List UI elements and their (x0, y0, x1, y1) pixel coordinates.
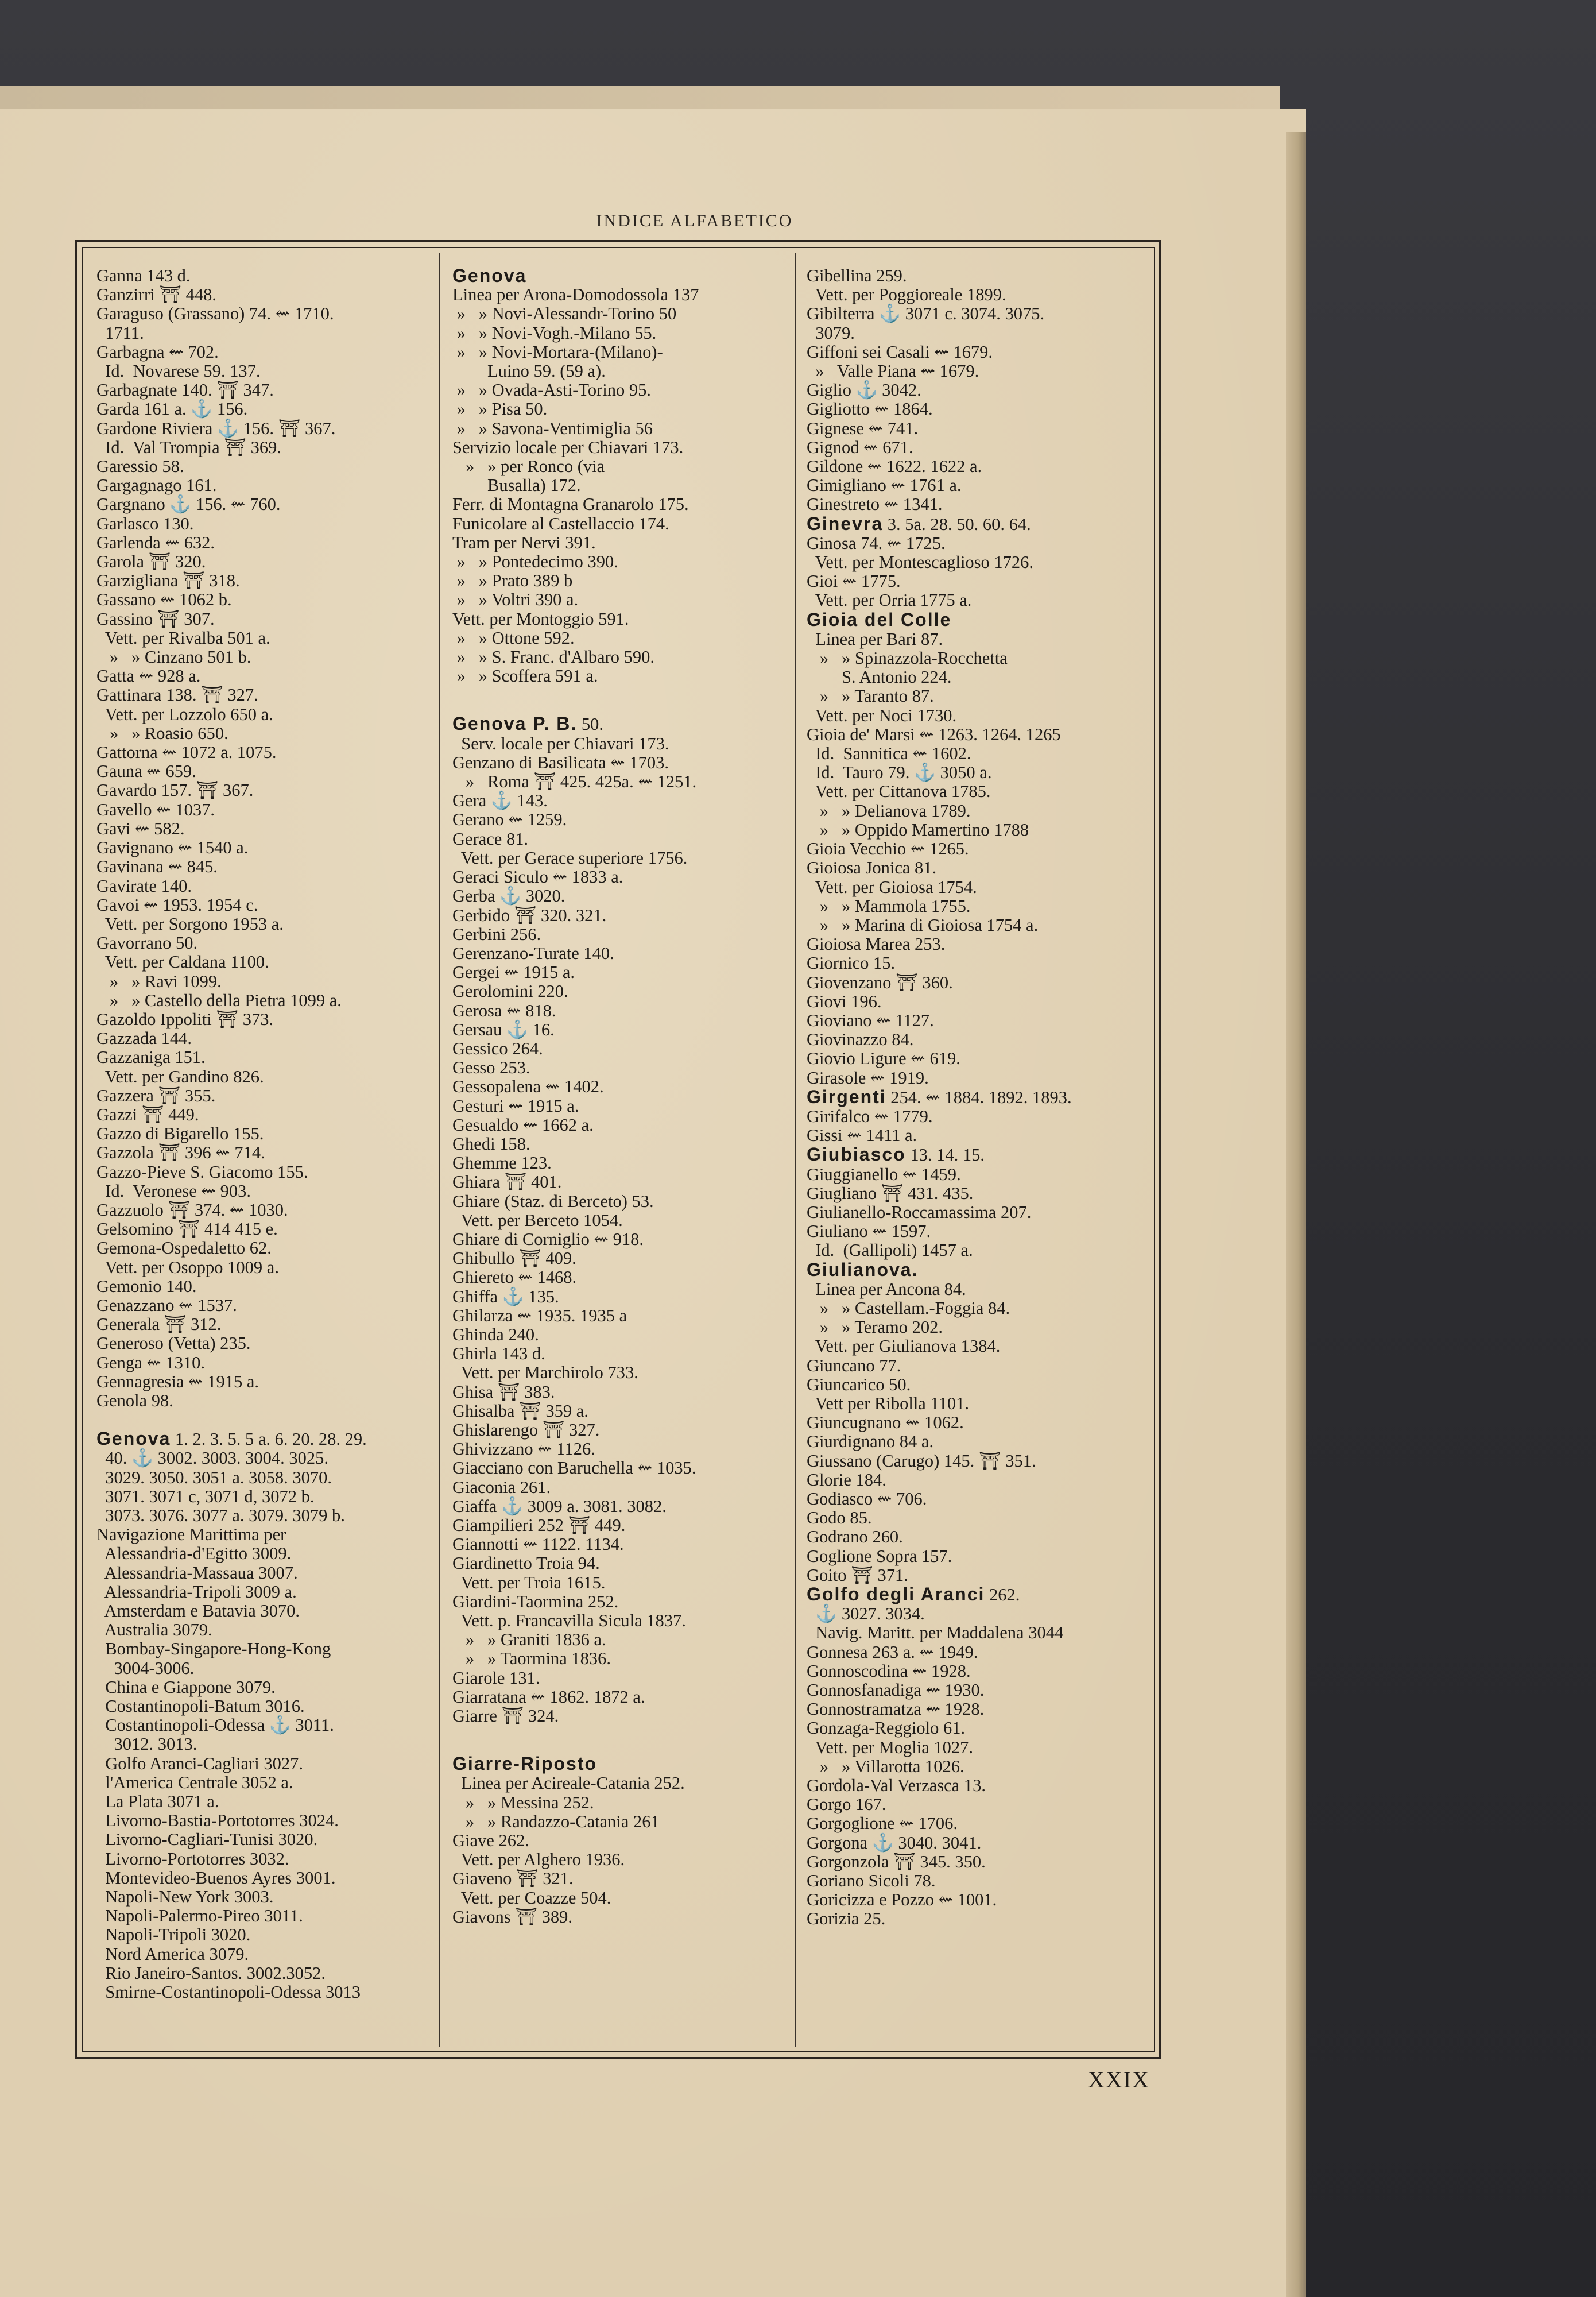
index-entry: Gorgona ⚓ 3040. 3041. (807, 1832, 982, 1853)
index-entry: Ghiare (Staz. di Berceto) 53. (452, 1191, 654, 1211)
index-entry: Vett. per Gerace superiore 1756. (452, 848, 688, 868)
index-heading: Giulianova. (807, 1259, 919, 1280)
index-entry: Servizio locale per Chiavari 173. (452, 437, 684, 457)
index-entry: Vett. per Moglia 1027. (807, 1737, 974, 1757)
index-entry: Gavinana ⇜ 845. (96, 857, 218, 877)
index-entry: Giardini-Taormina 252. (452, 1591, 619, 1611)
index-entry: Gazzada 144. (96, 1028, 192, 1049)
index-heading: Girgenti (807, 1086, 886, 1107)
index-entry: Gessopalena ⇜ 1402. (452, 1077, 604, 1097)
index-entry: Genova 1. 2. 3. 5. 5 a. 6. 20. 28. 29. (96, 1428, 367, 1449)
index-entry: Ginosa 74. ⇜ 1725. (807, 533, 946, 553)
index-entry: Giacciano con Baruchella ⇜ 1035. (452, 1458, 696, 1478)
index-entry: » » Marina di Gioiosa 1754 a. (807, 915, 1039, 935)
index-entry: Ginestreto ⇜ 1341. (807, 494, 943, 515)
index-entry: Gesualdo ⇜ 1662 a. (452, 1115, 594, 1135)
index-entry: Gemona-Ospedaletto 62. (96, 1238, 272, 1258)
index-entry: La Plata 3071 a. (96, 1792, 219, 1812)
index-entry: Giarratana ⇜ 1862. 1872 a. (452, 1687, 645, 1707)
index-entry: Ghibullo ⛩ 409. (452, 1248, 576, 1269)
index-entry: Gordola-Val Verzasca 13. (807, 1776, 986, 1796)
index-entry: Vett. per Coazze 504. (452, 1888, 611, 1908)
index-heading: Giubiasco (807, 1144, 906, 1165)
index-entry: Gioia de' Marsi ⇜ 1263. 1264. 1265 (807, 724, 1061, 744)
index-entry: » » Messina 252. (452, 1792, 594, 1812)
page-edge (1286, 132, 1306, 2297)
index-entry: Gignod ⇜ 671. (807, 437, 913, 457)
index-entry: Gazzola ⛩ 396 ⇜ 714. (96, 1143, 265, 1163)
index-entry: Giannotti ⇜ 1122. 1134. (452, 1534, 624, 1554)
index-entry: Giovenzano ⛩ 360. (807, 972, 953, 992)
index-entry: Ganna 143 d. (96, 266, 191, 285)
index-entry: Montevideo-Buenos Ayres 3001. (96, 1867, 336, 1888)
index-entry: Ghirla 143 d. (452, 1344, 545, 1364)
index-entry: Vett. per Marchirolo 733. (452, 1363, 638, 1383)
index-entry: Vett. per Caldana 1100. (96, 952, 269, 972)
index-entry: Gatta ⇜ 928 a. (96, 666, 201, 686)
heading-genova: Genova (452, 265, 527, 286)
index-entry: Vett. per Noci 1730. (807, 705, 957, 725)
index-entry: Nord America 3079. (96, 1944, 249, 1964)
index-entry: Napoli-New York 3003. (96, 1887, 274, 1907)
index-entry: Ghinda 240. (452, 1324, 539, 1344)
index-entry: » » Voltri 390 a. (452, 590, 579, 610)
index-entry: Napoli-Tripoli 3020. (96, 1925, 251, 1945)
index-entry: Garda 161 a. ⚓ 156. (96, 399, 248, 419)
index-entry: Goglione Sopra 157. (807, 1546, 952, 1566)
index-entry: Ghisalba ⛩ 359 a. (452, 1401, 588, 1421)
index-entry: Giurdignano 84 a. (807, 1432, 934, 1452)
index-entry: Gassino ⛩ 307. (96, 609, 215, 629)
index-entry: Godiasco ⇜ 706. (807, 1489, 927, 1509)
index-entry: Gattorna ⇜ 1072 a. 1075. (96, 743, 277, 763)
index-entry: » » Novi-Mortara-(Milano)- (452, 342, 663, 362)
index-heading: Giarre-Riposto (452, 1753, 598, 1774)
index-entry: Gonnoscodina ⇜ 1928. (807, 1661, 971, 1681)
index-entry: Napoli-Palermo-Pireo 3011. (96, 1906, 303, 1926)
index-entry: Gioiosa Marea 253. (807, 934, 946, 954)
index-entry: Gibilterra ⚓ 3071 c. 3074. 3075. (807, 304, 1045, 324)
index-entry: » » Ottone 592. (452, 628, 575, 648)
index-entry: Genga ⇜ 1310. (96, 1352, 206, 1372)
index-column-2 (452, 266, 797, 1927)
index-entry: Garaguso (Grassano) 74. ⇜ 1710. (96, 304, 334, 324)
index-entry: » » Teramo 202. (807, 1317, 943, 1337)
index-entry: Id. Val Trompia ⛩ 369. (96, 437, 282, 457)
index-entry: Gargnano ⚓ 156. ⇜ 760. (96, 494, 281, 515)
index-entry: Giardinetto Troia 94. (452, 1553, 600, 1573)
index-entry: » Valle Piana ⇜ 1679. (807, 361, 979, 381)
index-entry: Geraci Siculo ⇜ 1833 a. (452, 867, 623, 887)
index-entry: » » Novi-Vogh.-Milano 55. (452, 323, 657, 343)
index-entry: Gazzaniga 151. (96, 1047, 206, 1068)
index-entry: Gioiosa Jonica 81. (807, 858, 937, 878)
index-entry: Smirne-Costantinopoli-Odessa 3013 (96, 1982, 361, 2002)
index-entry: Gavardo 157. ⛩ 367. (96, 780, 254, 801)
index-entry (807, 610, 1145, 630)
index-entry: Goito ⛩ 371. (807, 1565, 908, 1585)
index-entry: Giubiasco 13. 14. 15. (807, 1144, 985, 1165)
index-entry: Gonzaga-Reggiolo 61. (807, 1718, 966, 1738)
index-entry: Gassano ⇜ 1062 b. (96, 590, 232, 610)
index-entry: Girifalco ⇜ 1779. (807, 1106, 933, 1126)
index-entry: Gauna ⇜ 659. (96, 761, 196, 782)
index-entry: Giffoni sei Casali ⇜ 1679. (807, 342, 993, 362)
index-entry: Garlenda ⇜ 632. (96, 532, 215, 552)
entry-list-genova-pb (452, 714, 797, 1726)
index-entry: Gera ⚓ 143. (452, 791, 548, 811)
index-entry: » » Pisa 50. (452, 399, 548, 419)
index-entry: Giovinazzo 84. (807, 1030, 914, 1050)
index-entry: » » Prato 389 b (452, 571, 573, 591)
index-entry: Gigliotto ⇜ 1864. (807, 399, 933, 419)
index-entry: » » Roasio 650. (96, 723, 228, 743)
index-entry: Serv. locale per Chiavari 173. (452, 733, 669, 753)
index-entry: Linea per Bari 87. (807, 629, 943, 649)
index-entry: Giaconia 261. (452, 1477, 551, 1497)
index-entry: Garlasco 130. (96, 513, 194, 533)
index-entry: Giussano (Carugo) 145. ⛩ 351. (807, 1451, 1036, 1471)
index-entry: » » Scoffera 591 a. (452, 666, 598, 686)
index-entry: » » Graniti 1836 a. (452, 1630, 606, 1650)
index-entry: Giornico 15. (807, 953, 896, 973)
index-entry: Gersau ⚓ 16. (452, 1019, 555, 1039)
index-entry: Alessandria-d'Egitto 3009. (96, 1544, 292, 1564)
index-entry: Vett. per Osoppo 1009 a. (96, 1257, 279, 1277)
index-entry: Vett per Ribolla 1101. (807, 1393, 969, 1413)
column-divider-1 (439, 253, 440, 2047)
index-entry: Goriano Sicoli 78. (807, 1871, 936, 1891)
index-heading: Genova P. B. (452, 713, 578, 734)
index-entry: Id. Tauro 79. ⚓ 3050 a. (807, 763, 992, 783)
index-entry: Generala ⛩ 312. (96, 1314, 222, 1335)
index-entry: Giampilieri 252 ⛩ 449. (452, 1515, 626, 1535)
index-entry: Genola 98. (96, 1390, 173, 1410)
index-entry: Tram per Nervi 391. (452, 532, 596, 552)
index-entry: Genzano di Basilicata ⇜ 1703. (452, 752, 669, 772)
index-entry: Rio Janeiro-Santos. 3002.3052. (96, 1963, 326, 1983)
index-entry: Ghilarza ⇜ 1935. 1935 a (452, 1305, 627, 1325)
entry-list-genova-lines (452, 285, 797, 686)
index-entry: Goricizza e Pozzo ⇜ 1001. (807, 1890, 997, 1910)
index-entry: Gerace 81. (452, 829, 529, 849)
index-entry: Alessandria-Tripoli 3009 a. (96, 1581, 297, 1602)
index-entry: Giave 262. (452, 1831, 529, 1851)
index-entry: Ghislarengo ⛩ 327. (452, 1420, 600, 1440)
index-entry: Gavirate 140. (96, 876, 192, 896)
index-heading: Ginevra (807, 513, 884, 534)
index-entry: Giglio ⚓ 3042. (807, 380, 921, 400)
index-entry: Vett. per Troia 1615. (452, 1572, 606, 1592)
page-number: XXIX (1088, 2067, 1150, 2093)
index-entry: Gioviano ⇜ 1127. (807, 1010, 934, 1030)
index-entry: Vett. per Montoggio 591. (452, 609, 629, 629)
index-entry: Giovi 196. (807, 991, 882, 1011)
index-entry: » » Spinazzola-Rocchetta (807, 648, 1008, 668)
index-entry: Gorgoglione ⇜ 1706. (807, 1813, 958, 1834)
index-entry: Costantinopoli-Batum 3016. (96, 1696, 305, 1716)
index-entry: Gardone Riviera ⚓ 156. ⛩ 367. (96, 418, 336, 438)
index-entry: 3071. 3071 c, 3071 d, 3072 b. (96, 1486, 315, 1506)
index-entry: 1711. (96, 323, 144, 343)
index-entry: » » Cinzano 501 b. (96, 647, 251, 667)
index-entry: Ghedi 158. (452, 1134, 530, 1154)
index-entry: Vett. per Lozzolo 650 a. (96, 704, 273, 724)
index-entry: Gorgo 167. (807, 1795, 886, 1815)
index-entry: Alessandria-Massaua 3007. (96, 1563, 298, 1583)
index-entry: Giuliano ⇜ 1597. (807, 1221, 931, 1242)
index-entry: Vett. per Poggioreale 1899. (807, 285, 1006, 305)
index-entry: Gazzo di Bigarello 155. (96, 1124, 264, 1144)
index-entry: Godo 85. (807, 1508, 872, 1528)
index-heading: Golfo degli Aranci (807, 1584, 985, 1605)
index-entry: Gazzo-Pieve S. Giacomo 155. (96, 1162, 308, 1182)
entry-list-gib (807, 266, 1145, 515)
index-entry: » » Novi-Alessandr-Torino 50 (452, 304, 677, 324)
index-entry: Vett. p. Francavilla Sicula 1837. (452, 1611, 686, 1631)
spacer (452, 686, 797, 714)
index-entry: Glorie 184. (807, 1470, 886, 1490)
index-entry: Giuncarico 50. (807, 1374, 911, 1394)
index-entry: Gildone ⇜ 1622. 1622 a. (807, 457, 982, 477)
index-entry: Generoso (Vetta) 235. (96, 1333, 251, 1354)
index-entry: » » S. Franc. d'Albaro 590. (452, 647, 654, 667)
index-entry: Gerbini 256. (452, 924, 541, 944)
index-entry: Gavorrano 50. (96, 933, 198, 953)
index-entry: Vett. per Montescaglioso 1726. (807, 552, 1034, 573)
index-entry: Girgenti 254. ⇜ 1884. 1892. 1893. (807, 1086, 1072, 1107)
index-entry: Giarole 131. (452, 1668, 540, 1688)
index-entry: Gonnesa 263 a. ⇜ 1949. (807, 1642, 978, 1662)
index-entry: » » Delianova 1789. (807, 801, 971, 821)
index-entry: Ginevra 3. 5a. 28. 50. 60. 64. (807, 513, 1031, 534)
index-entry: Gioi ⇜ 1775. (807, 571, 901, 591)
index-entry: » Roma ⛩ 425. 425a. ⇜ 1251. (452, 772, 697, 792)
index-entry: » » Castello della Pietra 1099 a. (96, 990, 342, 1010)
index-entry: » » Mammola 1755. (807, 896, 971, 916)
index-entry: Golfo degli Aranci 262. (807, 1584, 1020, 1605)
index-entry: Gerano ⇜ 1259. (452, 810, 567, 830)
index-entry: Giuggianello ⇜ 1459. (807, 1164, 961, 1184)
index-entry: Golfo Aranci-Cagliari 3027. (96, 1753, 303, 1773)
index-entry: Garzigliana ⛩ 318. (96, 571, 240, 591)
index-entry: Ferr. di Montagna Granarolo 175. (452, 494, 689, 515)
index-entry: Gorizia 25. (807, 1909, 886, 1929)
entry-list-g-part1 (96, 266, 429, 1410)
index-entry: S. Antonio 224. (807, 667, 952, 687)
index-entry: Gazoldo Ippoliti ⛩ 373. (96, 1009, 274, 1029)
index-column-3 (807, 266, 1145, 1929)
index-entry (807, 1260, 1145, 1280)
index-entry: » » Ravi 1099. (96, 971, 222, 991)
index-entry: Gimigliano ⇜ 1761 a. (807, 475, 962, 496)
entry-list-giarre-riposto (452, 1754, 797, 1927)
index-entry: Gargagnago 161. (96, 475, 217, 496)
index-entry: Gavignano ⇜ 1540 a. (96, 838, 249, 858)
index-entry: » » per Ronco (via (452, 457, 605, 477)
index-entry: Giaffa ⚓ 3009 a. 3081. 3082. (452, 1496, 667, 1516)
index-entry: Id. Sannitica ⇜ 1602. (807, 744, 971, 764)
index-entry: Ghiare di Corniglio ⇜ 918. (452, 1229, 644, 1249)
index-entry: Giovio Ligure ⇜ 619. (807, 1049, 960, 1069)
index-entry: » » Ovada-Asti-Torino 95. (452, 380, 652, 400)
index-entry: Vett. per Gioiosa 1754. (807, 877, 977, 897)
index-entry: Gemonio 140. (96, 1276, 197, 1296)
index-entry: Livorno-Portotorres 3032. (96, 1849, 289, 1869)
index-entry: Ghisa ⛩ 383. (452, 1382, 555, 1402)
index-entry: Luino 59. (59 a). (452, 361, 606, 381)
index-entry: Livorno-Cagliari-Tunisi 3020. (96, 1830, 318, 1850)
index-entry: Ganzirri ⛩ 448. (96, 285, 216, 305)
index-entry: Gerbido ⛩ 320. 321. (452, 905, 607, 925)
index-entry: Giaveno ⛩ 321. (452, 1869, 574, 1889)
index-entry: Gattinara 138. ⛩ 327. (96, 685, 258, 705)
index-column-1 (96, 266, 429, 2002)
index-entry: ⚓ 3027. 3034. (807, 1604, 925, 1624)
index-entry: Giuncano 77. (807, 1355, 901, 1375)
index-entry: Ghiara ⛩ 401. (452, 1172, 562, 1192)
index-entry: Ghemme 123. (452, 1153, 552, 1173)
index-entry: » » Taranto 87. (807, 686, 934, 706)
index-entry: Gazzuolo ⛩ 374. ⇜ 1030. (96, 1200, 288, 1220)
index-entry: Gazzi ⛩ 449. (96, 1104, 199, 1124)
index-entry: Funicolare al Castellaccio 174. (452, 513, 669, 533)
index-entry: l'America Centrale 3052 a. (96, 1772, 293, 1792)
index-entry: Giavons ⛩ 389. (452, 1907, 573, 1927)
entry-list-genova (96, 1429, 429, 2002)
index-entry: Linea per Acireale-Catania 252. (452, 1773, 685, 1793)
index-entry: Bombay-Singapore-Hong-Kong (96, 1639, 331, 1659)
index-entry: Gavi ⇜ 582. (96, 818, 185, 838)
index-entry: Genova P. B. 50. (452, 713, 604, 734)
index-entry: Navig. Maritt. per Maddalena 3044 (807, 1623, 1064, 1643)
index-entry: 3029. 3050. 3051 a. 3058. 3070. (96, 1467, 332, 1487)
index-entry: Ghivizzano ⇜ 1126. (452, 1439, 595, 1459)
index-entry: Gergei ⇜ 1915 a. (452, 962, 575, 983)
index-entry: Gazzera ⛩ 355. (96, 1085, 216, 1105)
index-entry: Gignese ⇜ 741. (807, 418, 919, 438)
index-entry: Gioia Vecchio ⇜ 1265. (807, 839, 969, 859)
index-entry: 3079. (807, 323, 855, 343)
index-entry: Giugliano ⛩ 431. 435. (807, 1183, 974, 1203)
index-entry: Gerolomini 220. (452, 981, 568, 1001)
index-entry: Giarre ⛩ 324. (452, 1706, 559, 1726)
index-entry: Vett. per Gandino 826. (96, 1066, 264, 1086)
index-entry: 3012. 3013. (96, 1734, 197, 1754)
index-entry: » » Randazzo-Catania 261 (452, 1811, 660, 1831)
index-entry: » » Savona-Ventimiglia 56 (452, 418, 653, 438)
index-entry: Garbagnate 140. ⛩ 347. (96, 380, 274, 400)
index-heading: Gioia del Colle (807, 609, 952, 630)
index-entry: Vett. per Berceto 1054. (452, 1210, 623, 1230)
index-entry: Gonnosfanadiga ⇜ 1930. (807, 1680, 985, 1700)
index-entry: Id. Veronese ⇜ 903. (96, 1181, 251, 1201)
index-entry: » » Taormina 1836. (452, 1649, 611, 1669)
entry-list-gin-gor (807, 515, 1145, 1929)
index-entry: Amsterdam e Batavia 3070. (96, 1601, 300, 1621)
index-entry (452, 1754, 797, 1774)
index-entry: Gerba ⚓ 3020. (452, 886, 565, 906)
index-entry: Gibellina 259. (807, 266, 907, 285)
index-heading: Genova (96, 1428, 171, 1449)
index-entry: Ghiffa ⚓ 135. (452, 1286, 559, 1306)
index-entry: » » Castellam.-Foggia 84. (807, 1298, 1010, 1318)
index-entry: 3073. 3076. 3077 a. 3079. 3079 b. (96, 1506, 345, 1525)
index-entry: Vett. per Alghero 1936. (452, 1850, 625, 1870)
index-entry: Garola ⛩ 320. (96, 552, 206, 572)
index-entry: » » Villarotta 1026. (807, 1756, 964, 1776)
index-entry: Vett. per Orria 1775 a. (807, 590, 972, 610)
index-entry: Gorgonzola ⛩ 345. 350. (807, 1851, 986, 1871)
index-entry: Vett. per Rivalba 501 a. (96, 628, 270, 648)
index-entry: China e Giappone 3079. (96, 1677, 276, 1697)
index-entry: Vett. per Giulianova 1384. (807, 1336, 1001, 1356)
index-entry: Gavoi ⇜ 1953. 1954 c. (96, 895, 258, 915)
index-entry: Girasole ⇜ 1919. (807, 1068, 929, 1088)
index-entry: Navigazione Marittima per (96, 1525, 286, 1545)
spacer (452, 1726, 797, 1754)
index-entry: Australia 3079. (96, 1620, 212, 1640)
spacer (96, 1410, 429, 1429)
index-entry: Ghiereto ⇜ 1468. (452, 1267, 577, 1287)
index-entry: Gelsomino ⛩ 414 415 e. (96, 1219, 278, 1239)
index-entry: Gennagresia ⇜ 1915 a. (96, 1371, 259, 1391)
index-entry: Busalla) 172. (452, 475, 581, 496)
index-entry: Gesturi ⇜ 1915 a. (452, 1096, 579, 1116)
index-entry: » » Oppido Mamertino 1788 (807, 819, 1029, 840)
index-entry: Garessio 58. (96, 457, 184, 477)
index-entry: » » Pontedecimo 390. (452, 552, 618, 572)
index-entry: Livorno-Bastia-Portotorres 3024. (96, 1811, 339, 1831)
index-entry: Gesso 253. (452, 1058, 530, 1078)
index-entry: Genazzano ⇜ 1537. (96, 1295, 237, 1315)
index-entry: Giuncugnano ⇜ 1062. (807, 1413, 964, 1433)
index-entry: Gessico 264. (452, 1038, 543, 1058)
index-entry: Id. (Gallipoli) 1457 a. (807, 1240, 973, 1260)
index-entry: Gerosa ⇜ 818. (452, 1000, 556, 1020)
index-entry: Godrano 260. (807, 1527, 903, 1547)
index-entry: Vett. per Sorgono 1953 a. (96, 914, 284, 934)
index-entry: Gonnostramatza ⇜ 1928. (807, 1699, 985, 1719)
index-entry: 3004-3006. (96, 1658, 195, 1678)
index-entry: Gavello ⇜ 1037. (96, 799, 215, 819)
index-entry: Vett. per Cittanova 1785. (807, 782, 991, 802)
index-entry: Gissi ⇜ 1411 a. (807, 1126, 917, 1146)
index-entry: Costantinopoli-Odessa ⚓ 3011. (96, 1715, 334, 1735)
index-entry: Gerenzano-Turate 140. (452, 943, 614, 963)
index-entry: 40. ⚓ 3002. 3003. 3004. 3025. (96, 1448, 328, 1468)
index-entry: Linea per Ancona 84. (807, 1279, 966, 1299)
index-entry: Garbagna ⇜ 702. (96, 342, 219, 362)
index-entry: Linea per Arona-Domodossola 137 (452, 285, 699, 305)
index-entry: Giulianello-Roccamassima 207. (807, 1202, 1032, 1222)
index-entry: Id. Novarese 59. 137. (96, 361, 261, 381)
page-header: INDICE ALFABETICO (596, 211, 793, 230)
